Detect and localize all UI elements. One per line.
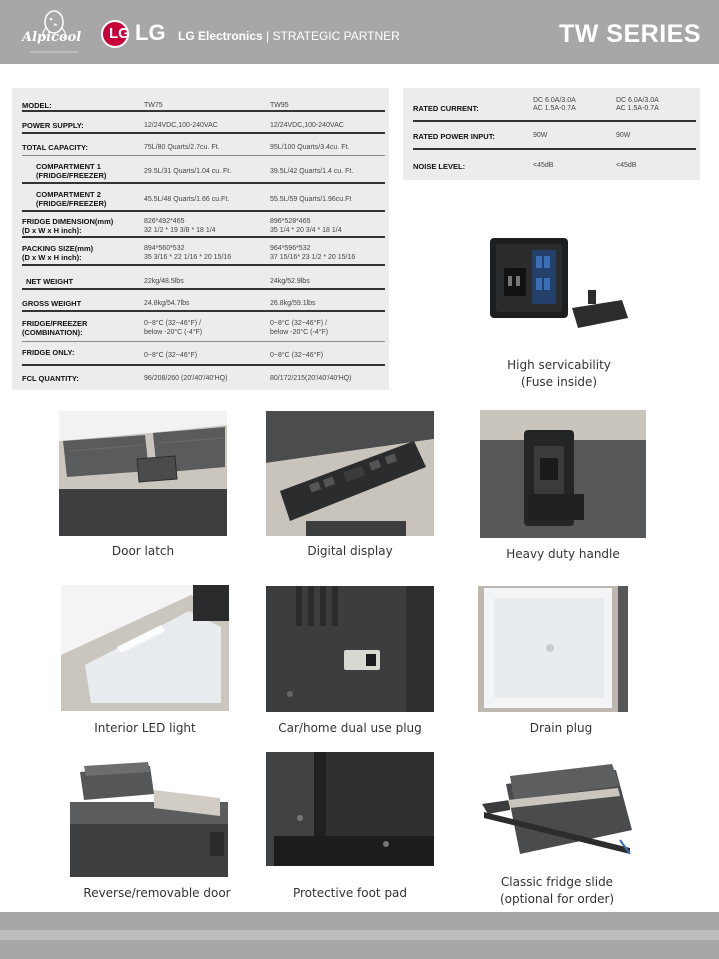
foot-pad-caption: Protective foot pad: [292, 886, 408, 900]
spec-label-sub: (D x W x H inch):: [22, 253, 82, 262]
spec-value-tw95-ac: AC 1.5A-0.7A: [616, 105, 659, 112]
spec-label: TOTAL CAPACITY:: [22, 143, 88, 152]
alpicool-logo: [18, 8, 90, 58]
fridge-slide-caption-line2: (optional for order): [499, 892, 615, 906]
fridge-slide-image: [480, 760, 634, 864]
fuse-box-image: [484, 230, 634, 348]
spec-label: MODEL:: [22, 101, 52, 110]
fridge-slide-caption: [480, 874, 634, 908]
spec-value-tw75: 24.8kg/54.7lbs: [144, 300, 190, 307]
foot-pad-image: [266, 752, 434, 866]
spec-row-total-capacity: [22, 136, 385, 156]
spec-table-main: [12, 88, 389, 390]
spec-label: NOISE LEVEL:: [413, 162, 466, 171]
spec-label: RATED POWER INPUT:: [413, 132, 495, 141]
spec-label-sub: (D x W x H inch):: [22, 226, 82, 235]
spec-value-tw75: TW75: [144, 102, 163, 109]
series-title: TW SERIES: [558, 20, 701, 48]
footer-strip: [0, 930, 719, 940]
partner-role: STRATEGIC PARTNER: [272, 29, 400, 43]
digital-display-image: [266, 411, 434, 536]
spec-value-tw95: 12/24VDC,100-240VAC: [270, 122, 344, 129]
spec-label: COMPARTMENT 1: [36, 162, 101, 171]
spec-row-power-supply: [22, 114, 385, 134]
spec-value-tw95: 80/172/215(20'/40'/40'HQ): [270, 375, 352, 382]
spec-value-tw95-sub: below -20°C (-4°F): [270, 329, 329, 336]
spec-row-fcl-quantity: [22, 368, 385, 388]
lg-mark: LG: [109, 25, 130, 42]
spec-value-tw75: 894*560*532: [144, 245, 185, 252]
spec-value-tw75: DC 6.0A/3.0A: [533, 97, 576, 104]
spec-value-tw95: 39.5L/42 Quarts/1.4 cu. Ft.: [270, 168, 354, 175]
spec-label-sub: (COMBINATION):: [22, 328, 83, 337]
spec-table-electrical: [403, 88, 700, 180]
spec-label: PACKING SIZE(mm): [22, 244, 94, 253]
partner-divider: |: [266, 29, 273, 43]
spec-value-tw75-sub: below -20°C (-4°F): [144, 329, 203, 336]
door-latch-caption: Door latch: [111, 544, 175, 558]
spec-value-tw95: 90W: [616, 132, 631, 139]
spec-label: FRIDGE ONLY:: [22, 348, 75, 357]
spec-value-tw75: 12/24VDC,100-240VAC: [144, 122, 218, 129]
spec-row-packing-size: [22, 240, 385, 266]
spec-value-tw95: TW95: [270, 102, 289, 109]
spec-value-tw75: 75L/80 Quarts/2.7cu. Ft.: [144, 144, 220, 151]
spec-label: FCL QUANTITY:: [22, 374, 79, 383]
fuse-caption-line2: (Fuse inside): [520, 375, 598, 389]
spec-row-compartment-1: [22, 158, 385, 184]
spec-value-tw75: <45dB: [533, 162, 554, 169]
handle-image: [480, 410, 646, 538]
spec-value-tw75: 0~8°C (32~46°F) /: [144, 320, 201, 327]
lg-wordmark: LG: [135, 20, 166, 45]
spec-value-tw95: <45dB: [616, 162, 637, 169]
spec-value-tw95: 24kg/52.9lbs: [270, 278, 310, 285]
handle-caption: Heavy duty handle: [506, 547, 620, 561]
page-header: [0, 0, 719, 64]
drain-plug-image: [478, 586, 628, 712]
spec-label: FRIDGE/FREEZER: [22, 319, 88, 328]
spec-value-tw95: 95L/100 Quarts/3.4cu. Ft.: [270, 144, 350, 151]
spec-row-fridge-freezer: [22, 314, 385, 342]
spec-row-gross-weight: [22, 292, 385, 312]
spec-row-fridge-dimension: [22, 214, 385, 238]
led-light-caption: Interior LED light: [94, 721, 196, 735]
spec-value-tw95: 896*528*465: [270, 218, 311, 225]
spec-row-model: [22, 96, 385, 112]
fuse-caption: [484, 357, 634, 391]
fuse-caption-line1: High servicability: [507, 358, 611, 372]
spec-label: GROSS WEIGHT: [22, 299, 82, 308]
spec-row-compartment-2: [22, 186, 385, 212]
door-latch-image: [59, 411, 227, 536]
spec-label: RATED CURRENT:: [413, 104, 479, 113]
reverse-door-caption: Reverse/removable door: [83, 886, 231, 900]
spec-value-tw95: DC 6.0A/3.0A: [616, 97, 659, 104]
partner-company: LG Electronics: [178, 29, 263, 43]
spec-label-sub: (FRIDGE/FREEZER): [36, 199, 107, 208]
spec-value-tw75-ac: AC 1.5A-0.7A: [533, 105, 576, 112]
spec-value-tw75: 29.5L/31 Quarts/1.04 cu. Ft.: [144, 168, 232, 175]
spec-value-tw95: 0~8°C (32~46°F) /: [270, 320, 327, 327]
partner-line: [178, 29, 400, 43]
spec-value-tw95: 26.8kg/59.1lbs: [270, 300, 316, 307]
fridge-slide-caption-line1: Classic fridge slide: [500, 875, 614, 889]
spec-row-rated-current: [413, 92, 696, 122]
spec-value-tw95-inch: 35 1/4 * 20 3/4 * 18 1/4: [270, 227, 342, 234]
spec-value-tw75: 96/208/260 (20'/40'/40'HQ): [144, 375, 228, 382]
led-light-image: [61, 585, 229, 711]
spec-label: FRIDGE DIMENSION(mm): [22, 217, 114, 226]
spec-value-tw95: 964*596*532: [270, 245, 311, 252]
spec-label: COMPARTMENT 2: [36, 190, 101, 199]
spec-value-tw75: 22kg/48.5lbs: [144, 278, 184, 285]
reverse-door-image: [70, 762, 228, 877]
spec-label: NET WEIGHT: [26, 277, 74, 286]
plug-image: [266, 586, 434, 712]
spec-label: POWER SUPPLY:: [22, 121, 84, 130]
spec-value-tw75: 826*492*465: [144, 218, 185, 225]
spec-value-tw75: 0~8°C (32~46°F): [144, 352, 198, 359]
plug-caption: Car/home dual use plug: [278, 721, 422, 735]
spec-row-net-weight: [22, 268, 385, 290]
spec-value-tw95-inch: 37 15/16* 23 1/2 * 20 15/16: [270, 254, 356, 261]
spec-value-tw95: 0~8°C (32~46°F): [270, 352, 324, 359]
drain-plug-caption: Drain plug: [529, 721, 593, 735]
spec-value-tw75-inch: 35 3/16 * 22 1/16 * 20 15/16: [144, 254, 232, 261]
spec-label-sub: (FRIDGE/FREEZER): [36, 171, 107, 180]
lg-logo-icon: [101, 20, 129, 48]
brand-logo-text: Alpicool: [22, 30, 82, 45]
spec-row-rated-power: [413, 124, 696, 150]
digital-display-caption: Digital display: [307, 544, 393, 558]
spec-row-fridge-only: [22, 344, 385, 366]
spec-value-tw95: 55.5L/59 Quarts/1.96cu.Ft: [270, 196, 352, 203]
spec-value-tw75: 45.5L/48 Quarts/1.66 cu.Ft.: [144, 196, 230, 203]
spec-value-tw75-inch: 32 1/2 * 19 3/8 * 18 1/4: [144, 227, 216, 234]
spec-value-tw75: 90W: [533, 132, 548, 139]
spec-row-noise: [413, 152, 696, 178]
